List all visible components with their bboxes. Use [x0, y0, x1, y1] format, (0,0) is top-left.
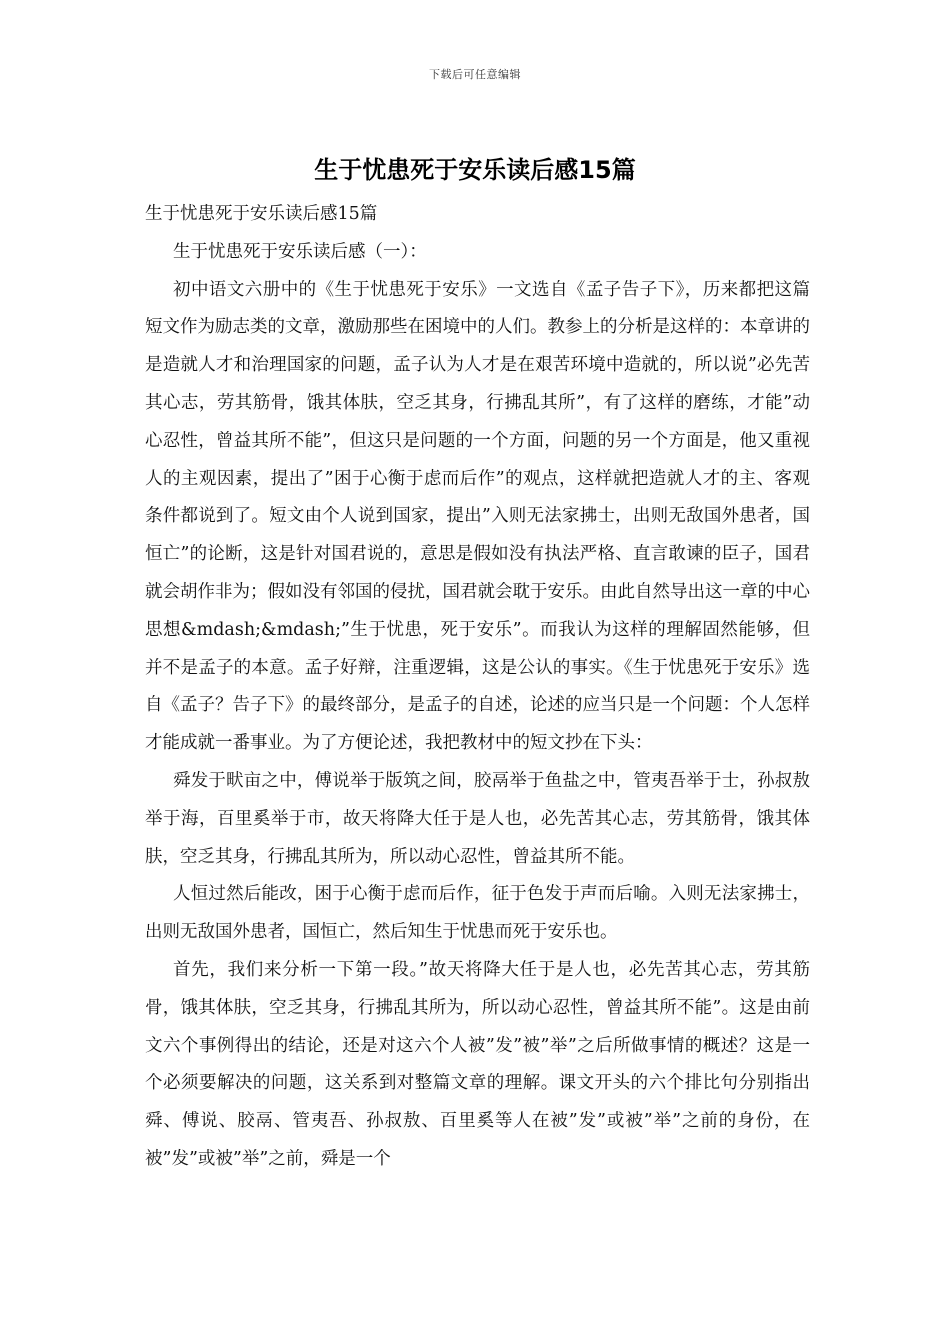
paragraph: 初中语文六册中的《生于忧患死于安乐》一文选自《孟子告子下》，历来都把这篇短文作为励志类的文章，激励那些在困境中的人们。教参上的分析是这样的：本章讲的是造就人才和治理国家的问题，孟子认为人才是在艰苦环境中造就的，所以说”必先苦其心志，劳其筋骨，饿其体肤，空乏其身，行拂乱其所”，有了这样的磨练，才能”动心忍性，曾益其所不能”，但这只是问题的一个方面，问题的另一个方面是，他又重视人的主观因素，提出了”困于心衡于虑而后作”的观点，这样就把造就人才的主、客观条件都说到了。短文由个人说到国家，提出”入则无法家拂士，出则无敌国外患者，国恒亡”的论断，这是针对国君说的，意思是假如没有执法严格、直言敢谏的臣子，国君就会胡作非为；假如没有邻国的侵扰，国君就会耽于安乐。由此自然导出这一章的中心思想&mdash;&mdash;”生于忧患，死于安乐”。而我认为这样的理解固然能够，但并不是孟子的本意。孟子好辩，注重逻辑，这是公认的事实。《生于忧患死于安乐》选自《孟子？告子下》的最终部分，是孟子的自述，论述的应当只是一个问题：个人怎样才能成就一番事业。为了方便论述，我把教材中的短文抄在下头： [145, 279, 810, 754]
paragraph: 首先，我们来分析一下第一段。”故天将降大任于是人也，必先苦其心志，劳其筋骨，饿其体肤，空乏其身，行拂乱其所为，所以动心忍性，曾益其所不能”。这是由前文六个事例得出的结论，还是对这六个人被”发”被”举”之后所做事情的概述？这是一个必须要解决的问题，这关系到对整篇文章的理解。课文开头的六个排比句分别指出舜、傅说、胶鬲、管夷吾、孙叔敖、百里奚等人在被”发”或被”举”之前的身份，在被”发”或被”举”之前，舜是一个 [145, 959, 810, 1169]
header-note: 下载后可任意编辑 [429, 68, 521, 81]
document-title: 生于忧患死于安乐读后感15篇 [314, 156, 636, 184]
paragraph: 人恒过然后能改，困于心衡于虑而后作，征于色发于声而后喻。入则无法家拂士，出则无敌国外患者，国恒亡，然后知生于忧患而死于安乐也。 [145, 884, 810, 943]
document-body [145, 196, 810, 1179]
paragraph: 舜发于畎亩之中，傅说举于版筑之间，胶鬲举于鱼盐之中，管夷吾举于士，孙叔敖举于海，百里奚举于市，故天将降大任于是人也，必先苦其心志，劳其筋骨，饿其体肤，空乏其身，行拂乱其所为，所以动心忍性，曾益其所不能。 [145, 770, 810, 867]
section-heading: 生于忧患死于安乐读后感（一）： [173, 241, 427, 262]
document-subtitle: 生于忧患死于安乐读后感15篇 [145, 204, 378, 224]
